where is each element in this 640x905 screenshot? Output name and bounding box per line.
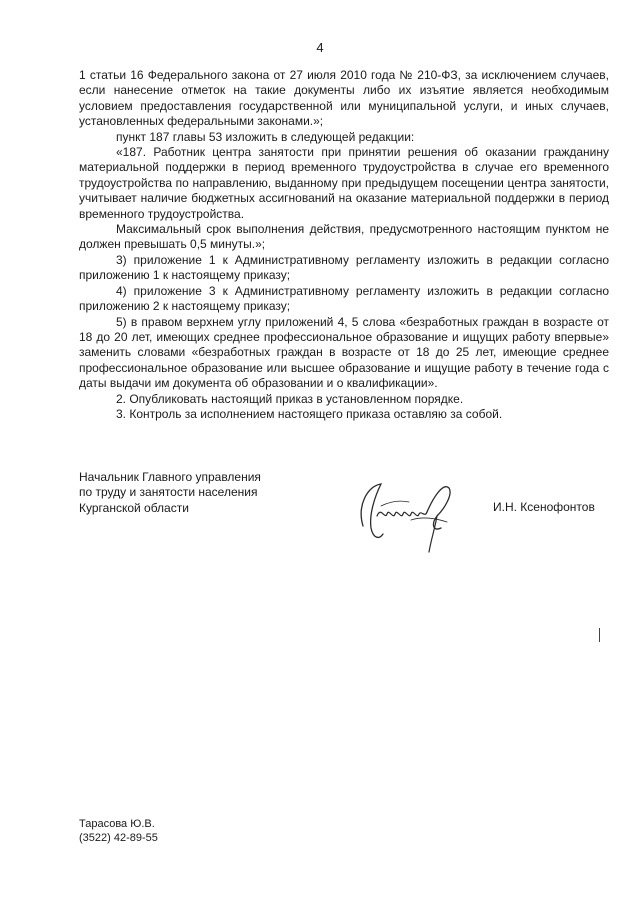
paragraph-max-time: Максимальный срок выполнения действия, предусмотренного настоящим пунктом не должен превышать 0,5 минуты.»; bbox=[79, 222, 609, 252]
paragraph-item-187-intro: пункт 187 главы 53 изложить в следующей редакции: bbox=[116, 129, 415, 144]
signer-position bbox=[79, 470, 261, 516]
paragraph-continuation: 1 статьи 16 Федерального закона от 27 июля 2010 года № 210-ФЗ, за исключением случаев, если нанесение отметок на такие документы либо их изъятие является необходимым условием предоставления государственной или муниципальной услуги, и иных случаев, установленных федеральными законами.»; bbox=[79, 68, 609, 129]
margin-mark bbox=[598, 628, 601, 642]
executor-phone: (3522) 42-89-55 bbox=[79, 832, 158, 844]
signer-position-line: по труду и занятости населения bbox=[79, 485, 258, 500]
paragraph-subitem-5: 5) в правом верхнем углу приложений 4, 5 слова «безработных граждан в возрасте от 18 до 20 лет, имеющих среднее профессиональное образование и ищущих работу впервые» заменить словами «безработных граждан в возрасте от 18 до 25 лет, имеющие среднее профессиональное образование или высшее образование и ищущие работу в течение года с даты выдачи им документа об образовании и о квалификации». bbox=[79, 314, 609, 391]
signer-name: И.Н. Ксенофонтов bbox=[493, 500, 595, 514]
paragraph-item-3: 3. Контроль за исполнением настоящего приказа оставляю за собой. bbox=[116, 406, 503, 421]
paragraph-subitem-3: 3) приложение 1 к Административному регламенту изложить в редакции согласно приложению 1 к настоящему приказу; bbox=[79, 252, 609, 283]
paragraph-subitem-4: 4) приложение 3 к Административному регламенту изложить в редакции согласно приложению 2 к настоящему приказу; bbox=[79, 283, 609, 314]
signature-block bbox=[79, 470, 639, 560]
executor-block bbox=[79, 817, 158, 845]
signer-position-line: Курганской области bbox=[79, 500, 189, 515]
paragraph-item-2: 2. Опубликовать настоящий приказ в установленном порядке. bbox=[116, 391, 464, 406]
document-body bbox=[79, 68, 609, 422]
paragraph-item-187-text: «187. Работник центра занятости при принятии решения об оказании гражданину материальной поддержки в период временного трудоустройства в случае его временного трудоустройства по направлению, выданному при предыдущем посещении центра занятости, учитывает наличие бюджетных ассигнований на оказание материальной поддержки в период временного трудоустройства. bbox=[79, 145, 609, 221]
executor-name: Тарасова Ю.В. bbox=[79, 818, 155, 830]
page-number: 4 bbox=[316, 40, 324, 55]
signer-position-line: Начальник Главного управления bbox=[79, 470, 261, 484]
handwritten-signature bbox=[351, 476, 461, 558]
